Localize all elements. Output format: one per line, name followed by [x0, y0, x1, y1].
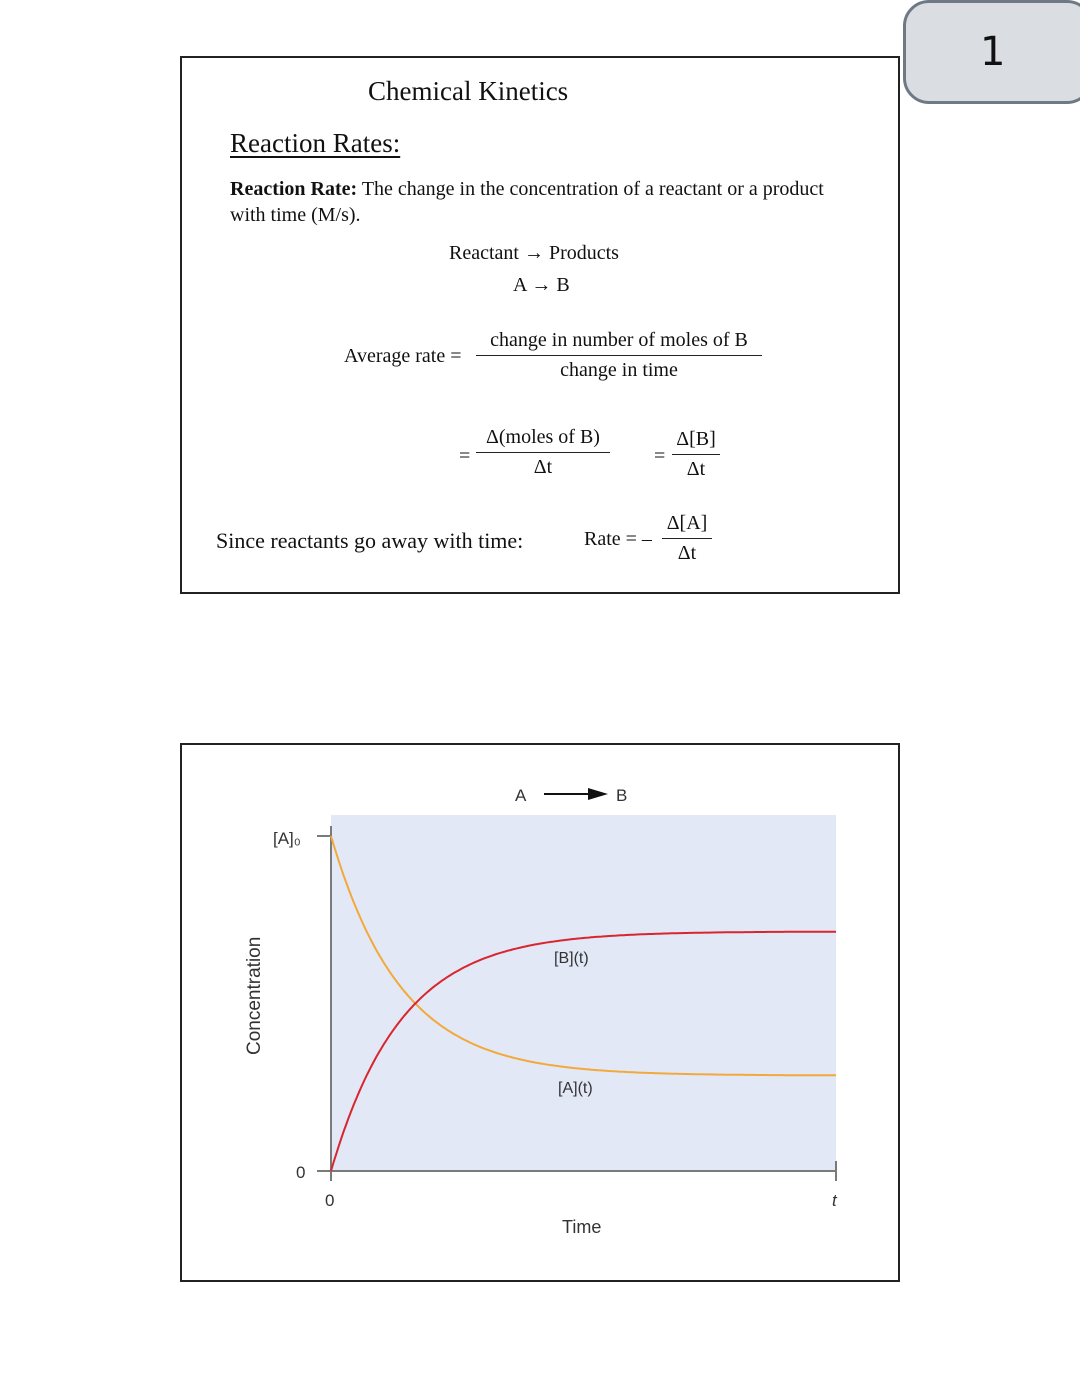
y-axis-label: Concentration — [244, 936, 265, 1055]
rate-numerator: Δ[A] — [662, 512, 712, 539]
delta-b-numerator: Δ[B] — [672, 428, 720, 455]
definition — [230, 176, 850, 228]
avg-rate-label: Average rate = — [344, 345, 462, 367]
definition-term: Reaction Rate: — [230, 178, 358, 200]
series-b-label: [B](t) — [554, 950, 589, 967]
concentration-b-fraction — [672, 428, 720, 481]
y-tick-label-a0: [A]₀ — [273, 829, 301, 848]
x-axis-label: Time — [562, 1217, 602, 1237]
reaction-letters: A → B — [513, 274, 570, 296]
slide-reaction-rates — [180, 56, 900, 594]
x-tick-label-0: 0 — [325, 1191, 335, 1210]
reaction-label-b: B — [616, 786, 628, 805]
page-number-tab[interactable] — [903, 0, 1080, 104]
avg-rate-fraction — [476, 329, 762, 382]
moles-fraction — [476, 426, 610, 479]
avg-rate-numerator: change in number of moles of B — [476, 329, 762, 356]
rate-label: Rate = – — [584, 528, 652, 550]
moles-numerator: Δ(moles of B) — [476, 426, 610, 453]
reaction-label-a: A — [515, 786, 527, 805]
x-tick-label-t: t — [832, 1191, 837, 1210]
equals-sign: = — [459, 445, 471, 467]
delta-b-denominator: Δt — [686, 458, 706, 480]
slide-concentration-chart — [180, 743, 900, 1282]
concentration-time-chart — [182, 745, 898, 1280]
rate-fraction — [662, 512, 712, 565]
reaction-words: Reactant → Products — [449, 242, 619, 264]
page-number: 1 — [980, 29, 1006, 75]
slide-title: Chemical Kinetics — [368, 76, 569, 106]
reaction-arrow-icon — [588, 788, 608, 800]
since-text: Since reactants go away with time: — [216, 528, 524, 553]
avg-rate-denominator: change in time — [560, 359, 678, 381]
moles-denominator: Δt — [533, 456, 553, 478]
section-heading: Reaction Rates: — [230, 128, 401, 158]
definition-text: The change in the concentration of a reactant or a product with time (M/s). — [230, 178, 824, 226]
equals-sign: = — [654, 445, 666, 467]
rate-denominator: Δt — [677, 542, 697, 564]
series-a-label: [A](t) — [558, 1080, 593, 1097]
y-tick-label-0: 0 — [296, 1163, 306, 1182]
